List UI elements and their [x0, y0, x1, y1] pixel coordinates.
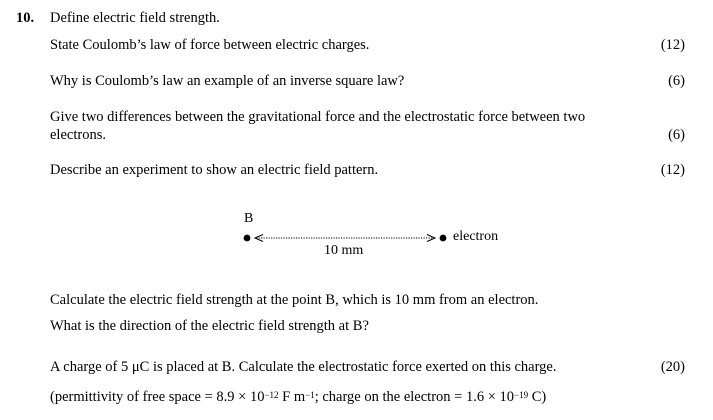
direction-text: What is the direction of the electric field strength at B? [50, 318, 369, 334]
marks-part1: (12) [660, 37, 685, 53]
constants-exp2: −1 [305, 390, 315, 400]
question-number: 10. [16, 10, 35, 26]
electron-label: electron [453, 229, 499, 244]
experiment-text: Describe an experiment to show an electric field pattern. [50, 162, 379, 178]
point-b-dot [244, 235, 251, 242]
constants-part2: F m [278, 389, 306, 405]
marks-part5: (20) [660, 359, 685, 375]
constants-line [50, 388, 546, 406]
marks-part3: (6) [668, 127, 685, 143]
define-field-strength-text: Define electric field strength. [50, 10, 220, 26]
constants-part1: (permittivity of free space = 8.9 × 10 [50, 389, 265, 405]
coulomb-law-text: State Coulomb’s law of force between electric charges. [50, 37, 370, 53]
differences-text-line2: electrons. [50, 127, 106, 143]
inverse-square-text: Why is Coulomb’s law an example of an inverse square law? [50, 73, 405, 89]
constants-exp3: −19 [514, 390, 529, 400]
calculate-field-text: Calculate the electric field strength at the point B, which is 10 mm from an electron. [50, 292, 539, 308]
marks-part4: (12) [660, 162, 685, 178]
electron-field-diagram [230, 206, 530, 266]
differences-text-line1: Give two differences between the gravitational force and the electrostatic force between two [50, 109, 586, 125]
constants-part3: ; charge on the electron = 1.6 × 10 [314, 389, 515, 405]
distance-label: 10 mm [324, 243, 364, 258]
electron-dot [440, 235, 447, 242]
constants-part4: C) [528, 389, 547, 405]
marks-part2: (6) [668, 73, 685, 89]
point-b-label: B [244, 211, 254, 226]
charge-force-text: A charge of 5 μC is placed at B. Calculate the electrostatic force exerted on this charge. [50, 359, 557, 375]
constants-exp1: −12 [264, 390, 279, 400]
